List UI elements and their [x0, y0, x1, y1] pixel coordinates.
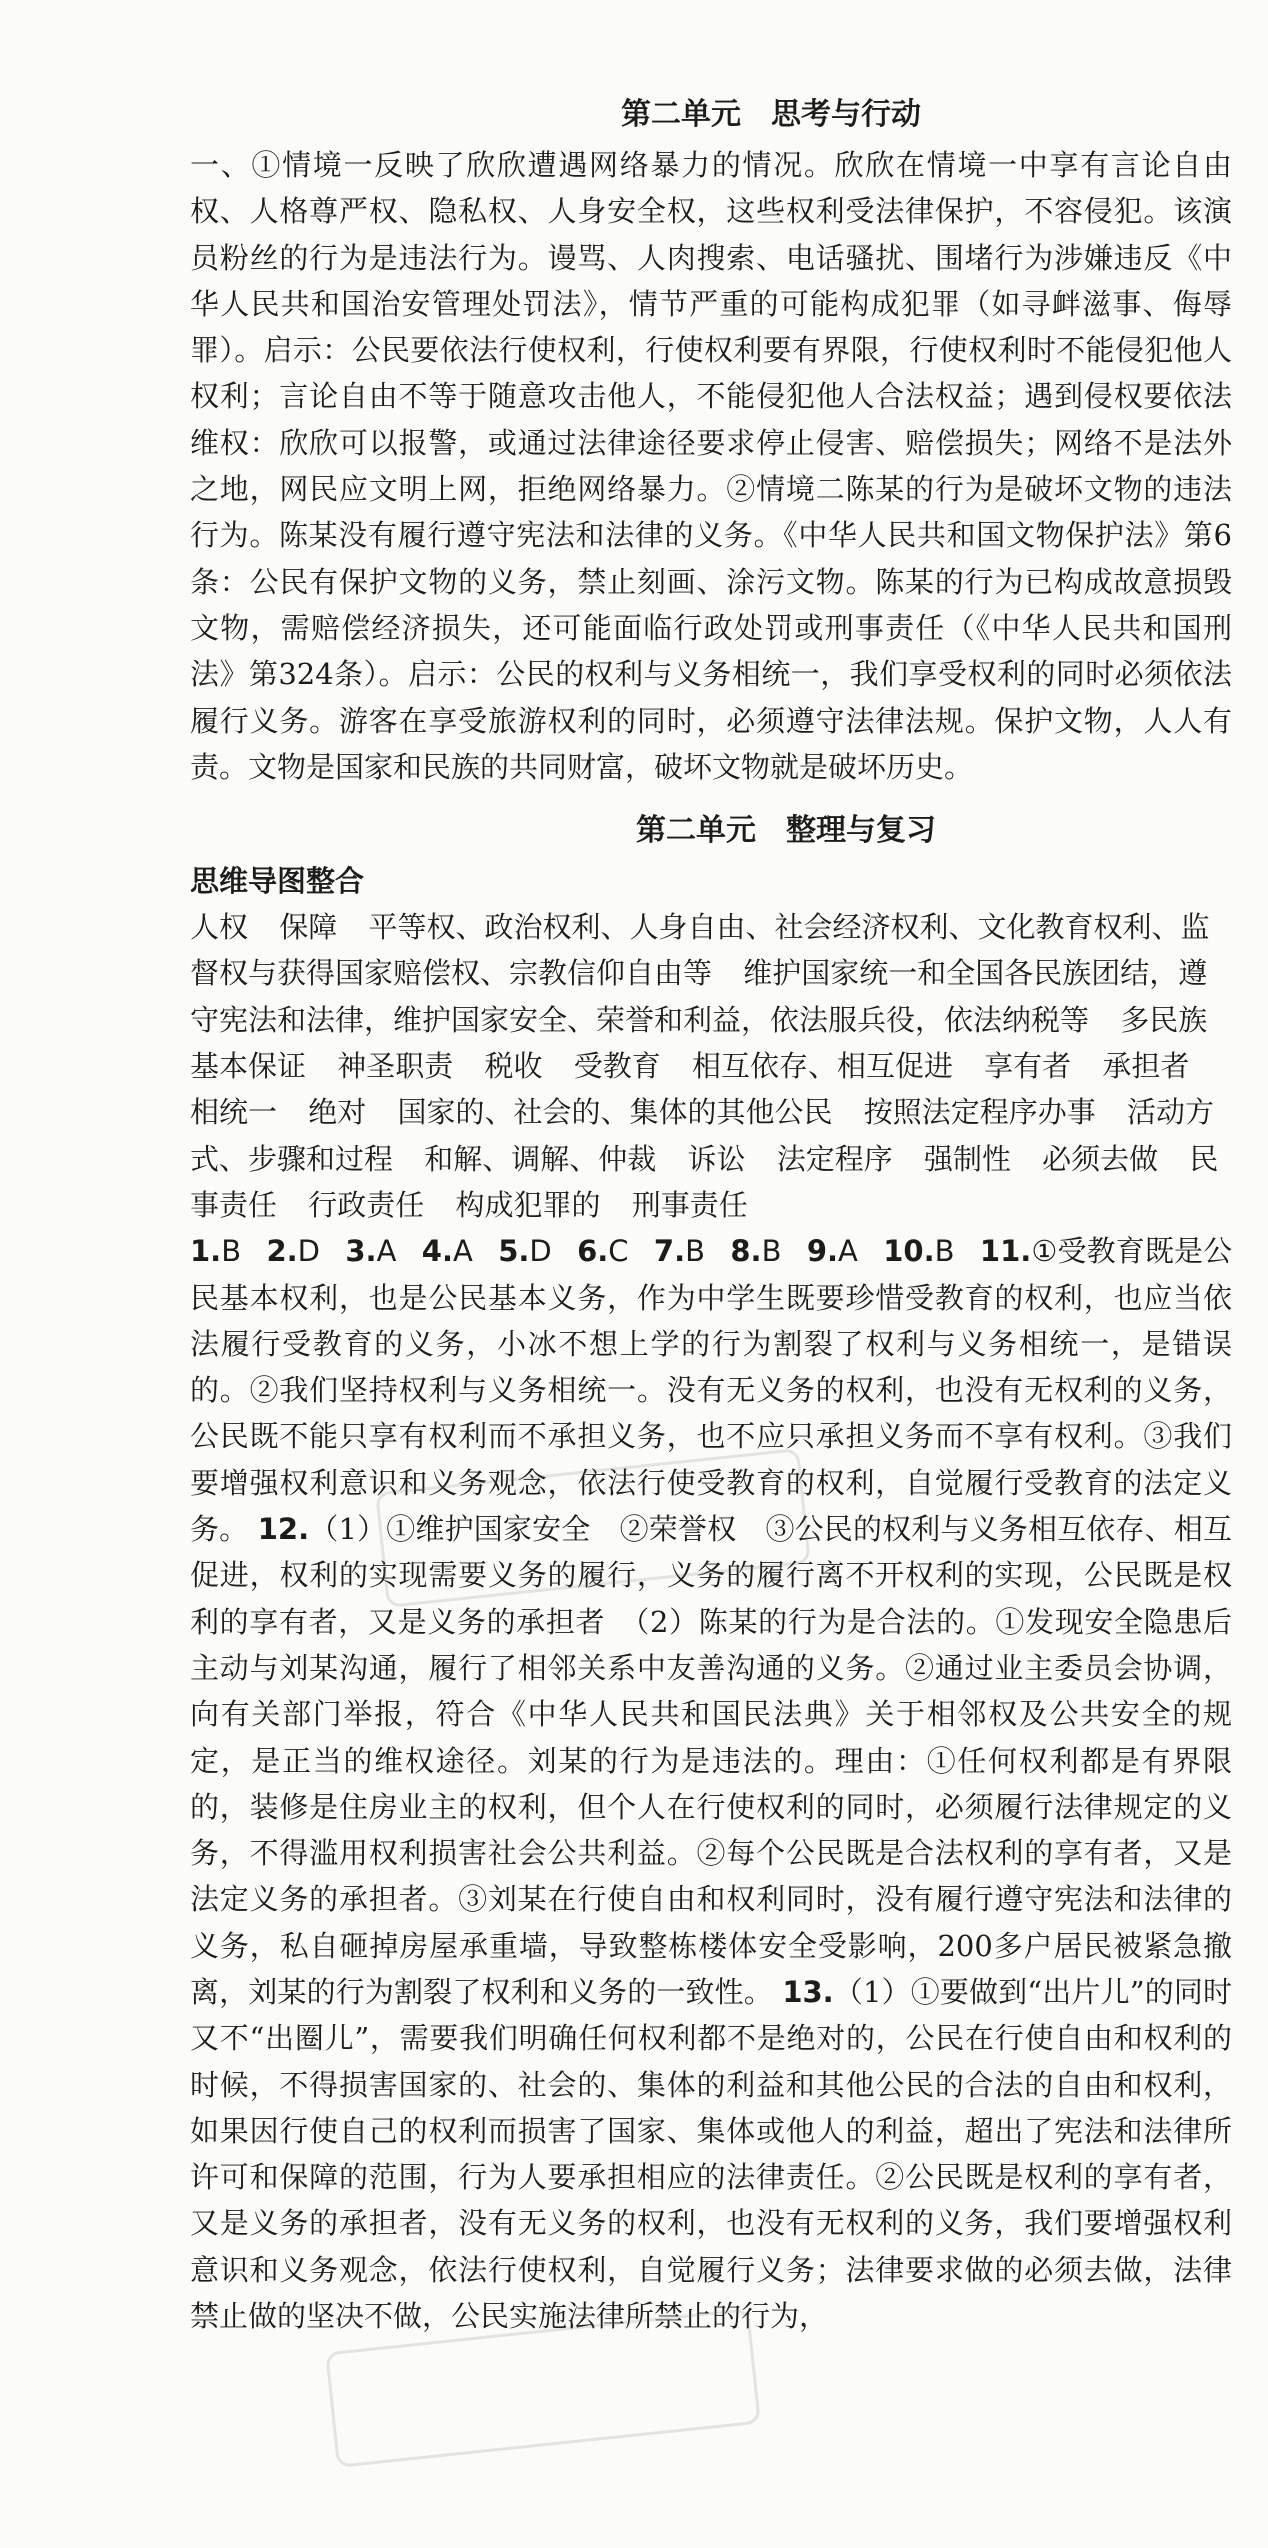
mindmap-item: 享有者 — [984, 1049, 1072, 1084]
mindmap-item: 相互依存、相互促进 — [691, 1049, 953, 1084]
choice-answer — [266, 1234, 320, 1268]
question-11-number: 11. — [979, 1234, 1032, 1269]
think-act-answer: 一、①情境一反映了欣欣遭遇网络暴力的情况。欣欣在情境一中享有言论自由权、人格尊严权、隐私权、人身安全权，这些权利受法律保护，不容侵犯。该演员粉丝的行为是违法行为。谩骂、人肉搜索、电话骚扰、围堵行为涉嫌违反《中华人民共和国治安管理处罚法》，情节严重的可能构成犯罪（如寻衅滋事、侮辱罪）。启示：公民要依法行使权利，行使权利要有界限，行使权利时不能侵犯他人权利；言论自由不等于随意攻击他人，不能侵犯他人合法权益；遇到侵权要依法维权：欣欣可以报警，或通过法律途径要求停止侵害、赔偿损失；网络不是法外之地，网民应文明上网，拒绝网络暴力。②情境二陈某的行为是破坏文物的违法行为。陈某没有履行遵守宪法和法律的义务。《中华人民共和国文物保护法》第6条：公民有保护文物的义务，禁止刻画、涂污文物。陈某的行为已构成故意损毁文物，需赔偿经济损失，还可能面临行政处罚或刑事责任（《中华人民共和国刑法》第324条）。启示：公民的权利与义务相统一，我们享受权利的同时必须依法履行义务。游客在享受旅游权利的同时，必须遵守法律法规。保护文物，人人有责。文物是国家和民族的共同财富，破坏文物就是破坏历史。 — [190, 148, 1232, 784]
mindmap-item: 强制性 — [923, 1141, 1011, 1176]
question-number: 2. — [266, 1234, 298, 1269]
choice-answer — [883, 1234, 954, 1268]
question-number: 9. — [806, 1234, 839, 1269]
mindmap-item: 神圣职责 — [337, 1049, 454, 1084]
question-12-number: 12. — [257, 1512, 310, 1547]
mindmap-item: 相统一 — [190, 1095, 278, 1130]
answer-letter: A — [452, 1234, 473, 1269]
mindmap-item: 维护国家统一和全国各民族团结，遵守宪法和法律，维护国家安全、荣誉和利益，依法服兵役，依法纳税等 — [190, 956, 1208, 1037]
question-number: 7. — [653, 1234, 686, 1269]
mindmap-item: 多民族 — [1120, 1002, 1208, 1037]
mindmap-item: 绝对 — [308, 1095, 367, 1130]
answer-letter: B — [761, 1234, 782, 1269]
mindmap-item: 平等权、政治权利、人身自由、社会经济权利、文化教育权利、监督权与获得国家赔偿权、宗教信仰自由等 — [190, 910, 1210, 991]
choice-answer — [577, 1234, 628, 1268]
review-answers — [190, 1228, 1232, 2339]
answer-letter: B — [221, 1234, 242, 1269]
question-number: 5. — [498, 1234, 530, 1269]
answer-letter: A — [838, 1234, 858, 1269]
mindmap-item: 保障 — [279, 910, 338, 945]
mindmap-item: 民事责任 — [190, 1141, 1219, 1222]
question-13-answer: （1）①要做到“出片儿”的同时又不“出圈儿”，需要我们明确任何权利都不是绝对的，公民在行使自由和权利的时候，不得损害国家的、社会的、集体的利益和其他公民的合法的自由和权利，如果因行使自己的权利而损害了国家、集体或他人的利益，超出了宪法和法律所许可和保障的范围，行为人要承担相应的法律责任。②公民既是权利的享有者，又是义务的承担者，没有无义务的权利，也没有无权利的义务，我们要增强权利意识和义务观念，依法行使权利，自觉履行义务；法律要求做的必须去做，法律禁止做的坚决不做，公民实施法律所禁止的行为， — [190, 1974, 1232, 2334]
mindmap-item: 构成犯罪的 — [455, 1187, 601, 1222]
choice-answer — [807, 1234, 858, 1268]
mindmap-item: 诉讼 — [687, 1141, 746, 1176]
mindmap-item: 和解、调解、仲裁 — [424, 1141, 657, 1176]
question-number: 6. — [577, 1234, 609, 1269]
choice-answer — [190, 1234, 241, 1268]
section-title-review: 第二单元 整理与复习 — [636, 813, 936, 849]
mindmap-item: 国家的、社会的、集体的其他公民 — [397, 1095, 833, 1130]
mindmap-item: 法定程序 — [776, 1141, 893, 1176]
choice-answer — [654, 1234, 705, 1268]
mindmap-item: 人权 — [190, 910, 249, 945]
mindmap-item: 受教育 — [573, 1049, 661, 1084]
question-number: 8. — [730, 1234, 762, 1269]
answer-letter: C — [608, 1234, 629, 1269]
question-13-number: 13. — [782, 1974, 834, 2009]
mindmap-item: 承担者 — [1102, 1049, 1190, 1084]
question-number: 3. — [345, 1234, 377, 1269]
choice-answer — [498, 1234, 552, 1268]
answer-letter: B — [685, 1234, 706, 1269]
choice-answer — [730, 1234, 781, 1268]
mindmap-item: 税收 — [484, 1049, 543, 1084]
mindmap-item: 必须去做 — [1042, 1141, 1159, 1176]
section-title-think-act: 第二单元 思考与行动 — [621, 97, 921, 132]
question-number: 10. — [883, 1234, 935, 1269]
choice-answer — [345, 1234, 396, 1268]
answer-letter: A — [376, 1234, 397, 1269]
mindmap-item: 活动方式、步骤和过程 — [190, 1095, 1214, 1176]
choice-answer — [422, 1234, 473, 1268]
mindmap-heading: 思维导图整合 — [190, 864, 365, 899]
question-12-answer: （1）①维护国家安全 ②荣誉权 ③公民的权利与义务相互依存、相互促进，权利的实现需要义务的履行，义务的履行离不开权利的实现，公民既是权利的享有者，又是义务的承担者 （2）陈某的行为是合法的。①发现安全隐患后主动与刘某沟通，履行了相邻关系中友善沟通的义务。②通过业主委员会协调，向有关部门举报，符合《中华人民共和国民法典》关于相邻权及公共安全的规定，是正当的维权途径。刘某的行为是违法的。理由：①任何权利都是有界限的，装修是住房业主的权利，但个人在行使权利的同时，必须履行法律规定的义务，不得滥用权利损害社会公共利益。②每个公民既是合法权利的享有者，又是法定义务的承担者。③刘某在行使自由和权利同时，没有履行遵守宪法和法律的义务，私自砸掉房屋承重墙，导致整栋楼体安全受影响，200多户居民被紧急撤离，刘某的行为割裂了权利和义务的一致性。 — [190, 1512, 1232, 2009]
answer-letter: D — [297, 1234, 321, 1269]
question-number: 1. — [190, 1234, 222, 1269]
mindmap-item: 按照法定程序办事 — [863, 1095, 1096, 1130]
question-11-answer: ①受教育既是公民基本权利，也是公民基本义务，作为中学生既要珍惜受教育的权利，也应当依法履行受教育的义务，小冰不想上学的行为割裂了权利与义务相统一，是错误的。②我们坚持权利与义务相统一。没有无义务的权利，也没有无权利的义务，公民既不能只享有权利而不承担义务，也不应只承担义务而不享有权利。③我们要增强权利意识和义务观念，依法行使受教育的权利，自觉履行受教育的法定义务。 — [190, 1234, 1233, 1547]
mindmap-answers — [190, 904, 1232, 1228]
mindmap-item: 刑事责任 — [631, 1187, 748, 1222]
mindmap-item: 基本保证 — [190, 1049, 307, 1084]
question-number: 4. — [421, 1234, 453, 1269]
answer-letter: B — [934, 1234, 955, 1269]
mindmap-item: 行政责任 — [308, 1187, 425, 1222]
answer-letter: D — [529, 1234, 552, 1269]
